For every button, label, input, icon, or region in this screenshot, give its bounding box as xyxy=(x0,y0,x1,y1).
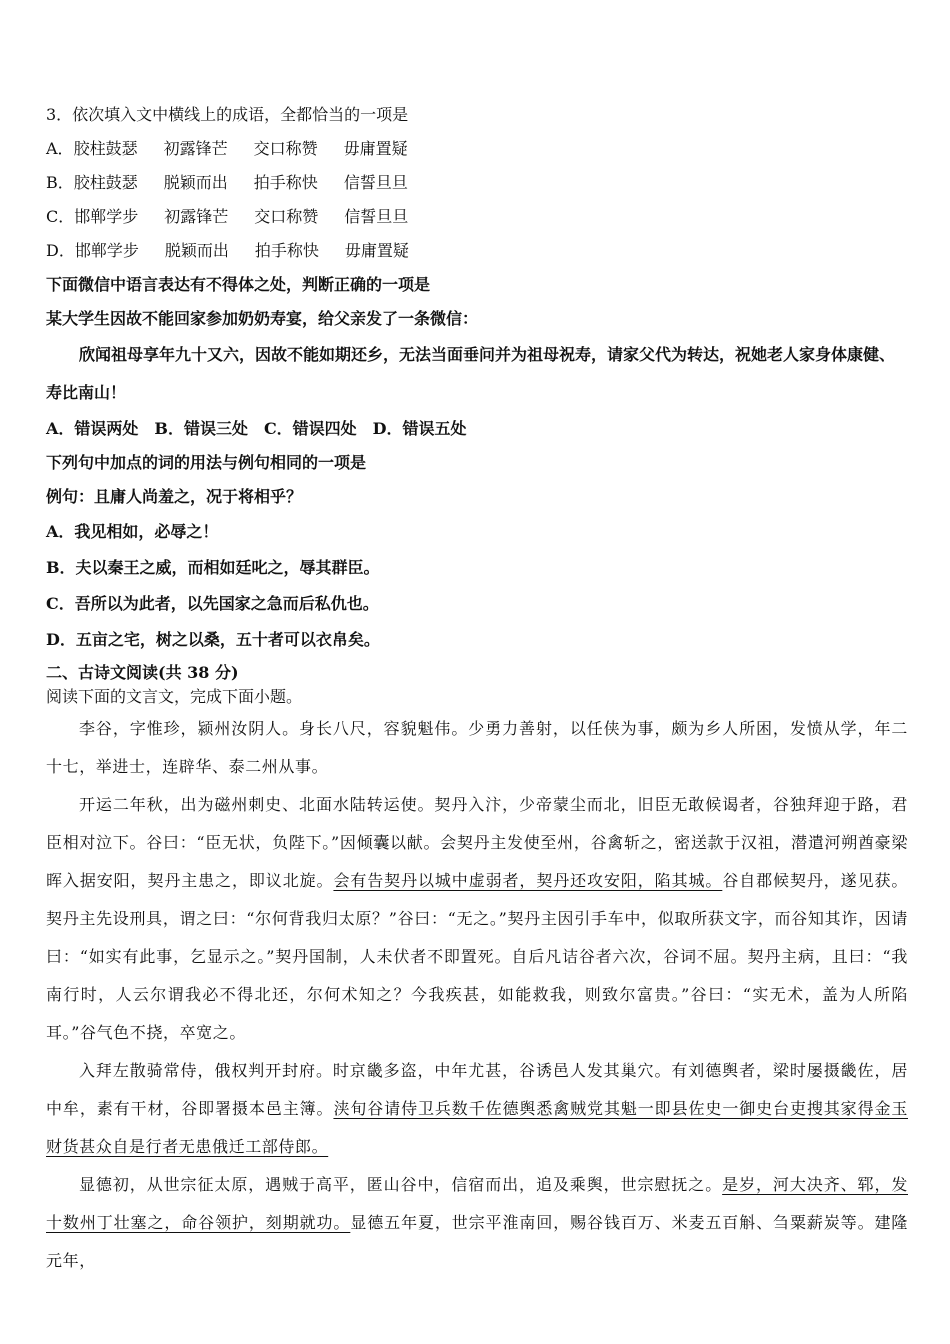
q-usage-option-c: C．吾所以为此者，以先国家之急而后私仇也。 xyxy=(46,594,379,613)
passage-paragraph-2 xyxy=(46,786,908,1052)
option-item: 交口称赞 xyxy=(253,139,318,158)
passage-paragraph-1 xyxy=(46,710,908,786)
section-title: 二、古诗文阅读(共 38 分) xyxy=(46,663,239,682)
option-item: 拍手称快 xyxy=(253,173,318,192)
q3-option-a xyxy=(46,132,908,166)
passage-text: 入拜左散骑常侍，俄权判开封府。时京畿多盗，中年尤甚，谷诱邑人发其巢穴。有刘德舆者，梁时屡摄畿佐，居中牟，素有干材，谷即署摄本邑主簿。 xyxy=(46,1061,908,1118)
passage-paragraph-3 xyxy=(46,1052,908,1166)
option-label: A． xyxy=(46,139,74,158)
q-usage-example: 例句：且庸人尚羞之，况于将相乎？ xyxy=(46,487,303,506)
passage-text: 开运二年秋，出为磁州刺史、北面水陆转运使。契丹入汴，少帝蒙尘而北，旧臣无敢候谒者，谷独拜迎于路，君臣相对泣下。谷曰：“臣无状，负陛下。”因倾囊以献。会契丹主发使至州，谷禽斩之，密送款于汉祖，潜遣河朔酋豪梁晖入据安阳，契丹主患之，即议北旋。 xyxy=(46,795,908,890)
option-item: 毋庸置疑 xyxy=(343,139,408,158)
q-usage-option-d: D．五亩之宅，树之以桑，五十者可以衣帛矣。 xyxy=(46,630,380,649)
option-item: 胶柱鼓瑟 xyxy=(73,173,138,192)
q-usage-stem: 下列句中加点的词的用法与例句相同的一项是 xyxy=(46,453,367,472)
q-wechat-context: 某大学生因故不能回家参加奶奶寿宴，给父亲发了一条微信： xyxy=(46,309,479,328)
q3-stem: 3．依次填入文中横线上的成语，全都恰当的一项是 xyxy=(46,105,409,124)
underlined-sentence: 会有告契丹以城中虚弱者，契丹还攻安阳，陷其城。 xyxy=(333,871,723,890)
option-item: 初露锋芒 xyxy=(164,207,229,226)
q-wechat-options: A．错误两处 B．错误三处 C．错误四处 D．错误五处 xyxy=(46,419,467,438)
underlined-sentence: 是岁，河大决齐、郓，发十数州丁壮塞之，命谷领护，刻期就功。 xyxy=(46,1175,908,1232)
option-label: C． xyxy=(46,207,75,226)
option-item: 拍手称快 xyxy=(254,241,319,260)
q3-option-c xyxy=(46,200,908,234)
option-item: 毋庸置疑 xyxy=(344,241,409,260)
q-wechat-message: 欣闻祖母享年九十又六，因故不能如期还乡，无法当面垂问并为祖母祝寿，请家父代为转达，祝她老人家身体康健、寿比南山！ xyxy=(46,345,896,402)
option-item: 胶柱鼓瑟 xyxy=(73,139,138,158)
q-wechat-stem: 下面微信中语言表达有不得体之处，判断正确的一项是 xyxy=(46,275,431,294)
passage-text: 李谷，字惟珍，颍州汝阴人。身长八尺，容貌魁伟。少勇力善射，以任侠为事，颇为乡人所困，发愤从学，年二十七，举进士，连辟华、泰二州从事。 xyxy=(46,719,908,776)
option-item: 邯郸学步 xyxy=(74,207,139,226)
q3-option-d xyxy=(46,234,908,268)
q3-option-b xyxy=(46,166,908,200)
q-usage-option-b: B．夫以秦王之威，而相如廷叱之，辱其群臣。 xyxy=(46,558,380,577)
option-item: 信誓旦旦 xyxy=(343,173,408,192)
option-item: 信誓旦旦 xyxy=(344,207,409,226)
q-usage-option-a: A．我见相如，必辱之！ xyxy=(46,522,219,541)
passage-text: 显德初，从世宗征太原，遇贼于高平，匿山谷中，信宿而出，追及乘舆，世宗慰抚之。 xyxy=(79,1175,723,1194)
option-label: B． xyxy=(46,173,74,192)
section-intro: 阅读下面的文言文，完成下面小题。 xyxy=(46,687,303,706)
passage-text: 谷自郡候契丹，遂见获。契丹主先设刑具，谓之曰：“尔何背我归太原？”谷曰：“无之。”契丹主因引手车中，似取所获文字，而谷知其诈，因请曰：“如实有此事，乞显示之。”契丹国制，人未伏者不即置死。自后凡诘谷者六次，谷词不屈。契丹主病，且曰：“我南行时，人云尔谓我必不得北还，尔何术知之？今我疾甚，如能救我，则致尔富贵。”谷曰：“实无术，盖为人所陷耳。”谷气色不挠，卒宽之。 xyxy=(46,871,908,1042)
option-item: 邯郸学步 xyxy=(74,241,139,260)
option-item: 初露锋芒 xyxy=(163,139,228,158)
option-item: 交口称赞 xyxy=(254,207,319,226)
passage-text: 显德五年夏，世宗平淮南回，赐谷钱百万、米麦五百斛、刍粟薪炭等。建隆元年， xyxy=(46,1213,908,1270)
document-page xyxy=(46,98,908,1280)
underlined-sentence: 浃旬谷请侍卫兵数千佐德舆悉禽贼党其魁一即县佐史一御史台吏搜其家得金玉财货甚众自是行者无患俄迁工部侍郎。 xyxy=(46,1099,908,1156)
passage-paragraph-4 xyxy=(46,1166,908,1280)
option-label: D． xyxy=(46,241,75,260)
option-item: 脱颖而出 xyxy=(164,241,229,260)
option-item: 脱颖而出 xyxy=(163,173,228,192)
